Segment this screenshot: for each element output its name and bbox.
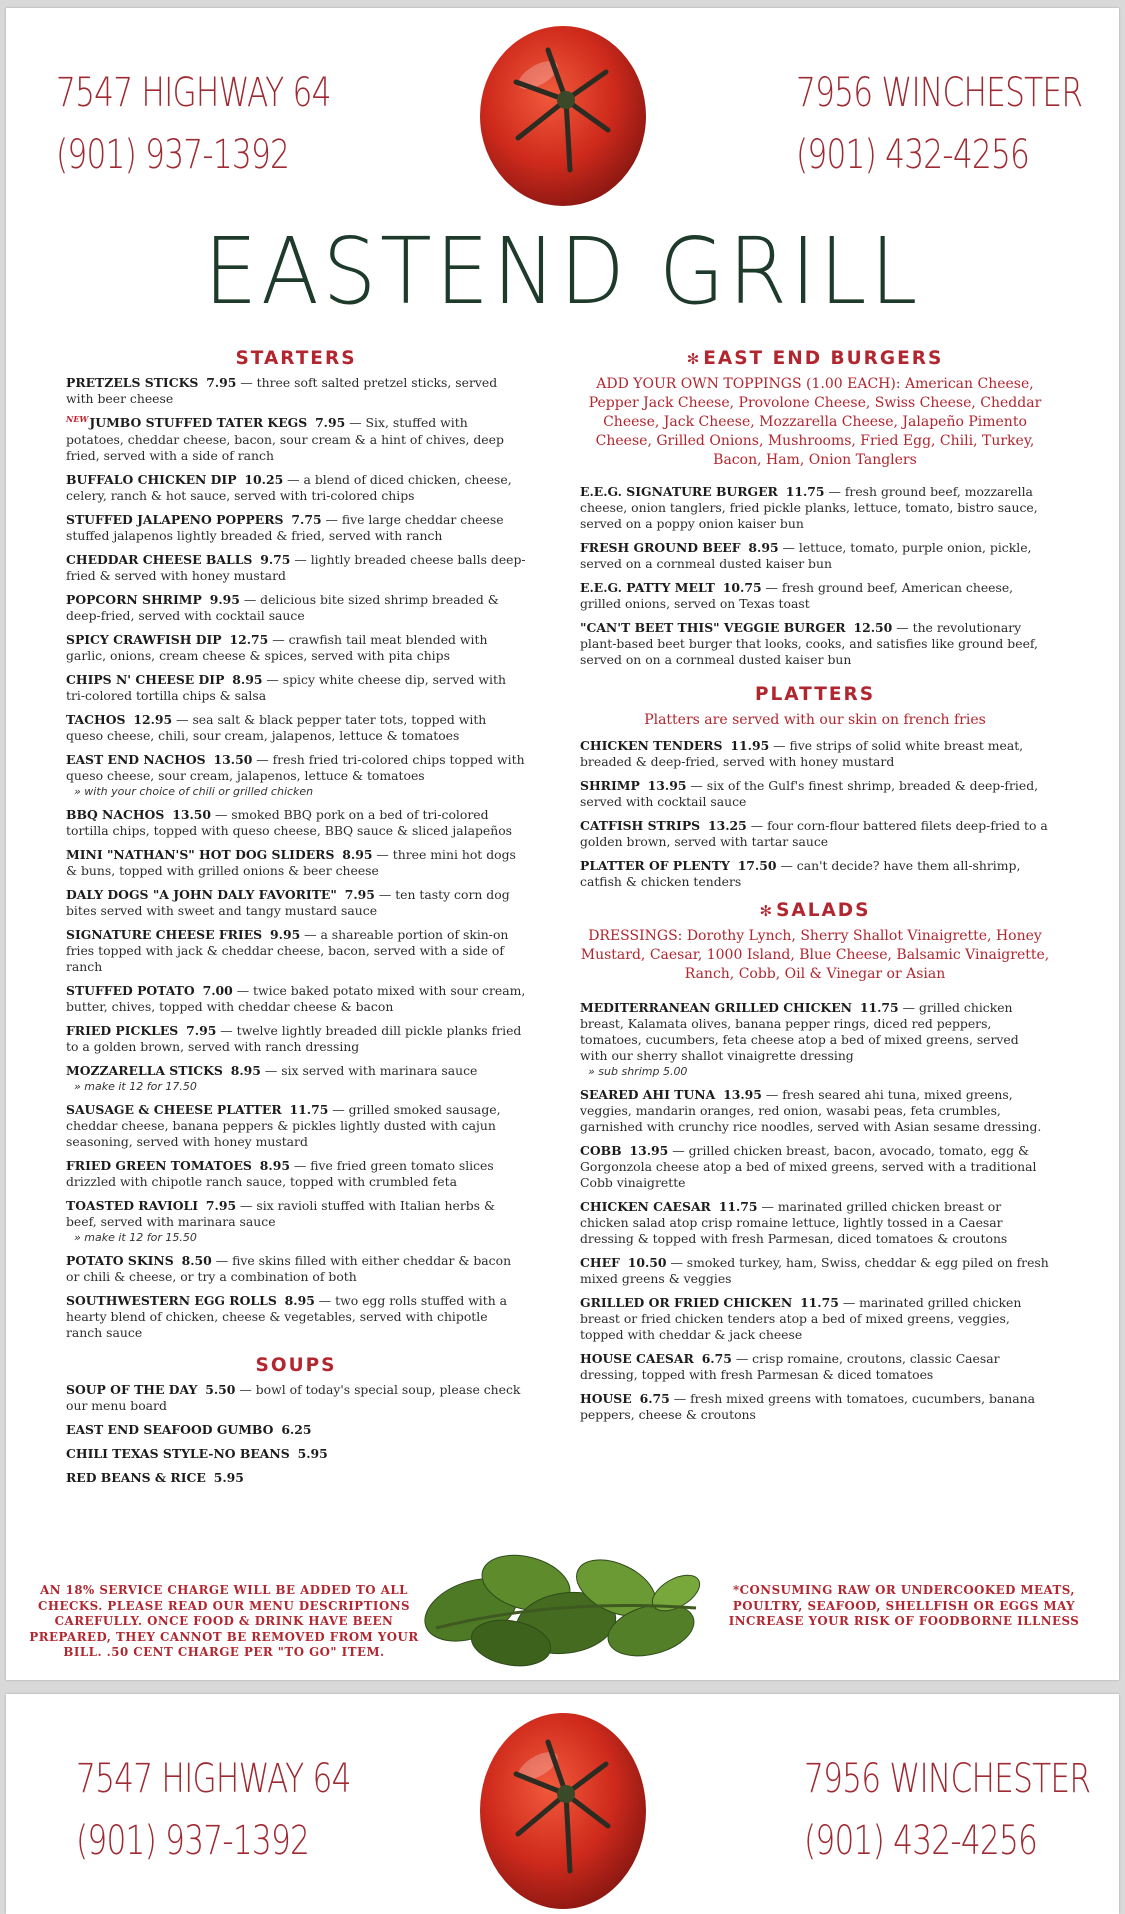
menu-item: COBB 13.95 — grilled chicken breast, bacon, avocado, tomato, egg & Gorgonzola cheese atop a bed of mixed greens, served with a traditional Cobb vinaigrette	[580, 1143, 1037, 1190]
item-name: SOUP OF THE DAY	[66, 1382, 198, 1397]
star-icon: ✻	[686, 350, 700, 368]
menu-item: CHICKEN TENDERS 11.95 — five strips of solid white breast meat, breaded & deep-fried, served with honey mustard	[580, 738, 1024, 769]
burgers-heading-text: EAST END BURGERS	[703, 348, 944, 369]
raw-food-warning: *CONSUMING RAW OR UNDERCOOKED MEATS, POULTRY, SEAFOOD, SHELLFISH OR EGGS MAY INCREASE YOUR RISK OF FOODBORNE ILLNESS	[728, 1583, 1080, 1628]
menu-item: DALY DOGS "A JOHN DALY FAVORITE" 7.95 — ten tasty corn dog bites served with sweet and tangy mustard sauce	[66, 887, 510, 918]
item-option: » make it 12 for 17.50	[74, 1080, 197, 1093]
item-price: 10.25	[244, 472, 284, 487]
item-description: marinated grilled chicken breast or fried chicken tenders atop a bed of mixed greens, veggies, topped with cheddar & jack cheese	[580, 1295, 1022, 1342]
item-price: 7.95	[206, 375, 237, 390]
platters-heading: PLATTERS	[754, 684, 876, 705]
item-name: CHEDDAR CHEESE BALLS	[66, 552, 253, 567]
item-name: FRIED GREEN TOMATOES	[66, 1158, 252, 1173]
starters-heading: STARTERS	[235, 348, 357, 369]
item-price: 7.00	[202, 983, 233, 998]
item-description: twice baked potato mixed with sour cream, butter, chives, topped with cheddar cheese & bacon	[66, 983, 526, 1014]
item-name: BBQ NACHOS	[66, 807, 165, 822]
item-price: 7.95	[344, 887, 375, 902]
item-description: the revolutionary plant-based beet burger that looks, cooks, and satisfies like ground beef, served on on a cornmeal dusted kaiser bun	[580, 620, 1038, 667]
menu-item: STUFFED POTATO 7.00 — twice baked potato mixed with sour cream, butter, chives, topped with cheddar cheese & bacon	[66, 983, 526, 1014]
menu-item: HOUSE 6.75 — fresh mixed greens with tomatoes, cucumbers, banana peppers, cheese & croutons	[580, 1391, 1035, 1422]
tomato-image	[478, 20, 648, 208]
item-name: CHICKEN TENDERS	[580, 738, 723, 753]
salads-heading	[580, 900, 1050, 921]
item-price: 11.75	[289, 1102, 329, 1117]
item-description: two egg rolls stuffed with a hearty blend of chicken, cheese & vegetables, served with chipotle ranch sauce	[66, 1293, 508, 1340]
item-price: 7.75	[291, 512, 322, 527]
item-price: 13.50	[172, 807, 212, 822]
menu-item: EAST END NACHOS 13.50 — fresh fried tri-colored chips topped with queso cheese, sour cream, jalapenos, lettuce & tomatoes » with your choice of chili or grilled chicken	[66, 752, 525, 798]
item-price: 7.95	[315, 415, 346, 430]
item-description: three soft salted pretzel sticks, served with beer cheese	[66, 375, 498, 406]
item-price: 17.50	[737, 858, 777, 873]
item-price: 11.75	[859, 1000, 899, 1015]
menu-item: FRIED GREEN TOMATOES 8.95 — five fried green tomato slices drizzled with chipotle ranch sauce, topped with crumbled feta	[66, 1158, 494, 1189]
menu-item: CHEF 10.50 — smoked turkey, ham, Swiss, cheddar & egg piled on fresh mixed greens & veggies	[580, 1255, 1049, 1286]
left-address: 7547 HIGHWAY 64	[56, 70, 331, 116]
item-name: SHRIMP	[580, 778, 640, 793]
item-price: 13.25	[708, 818, 747, 833]
item-price: 6.75	[701, 1351, 732, 1366]
menu-item: $^{NEW}$JUMBO STUFFED TATER KEGS 7.95 — Six, stuffed with potatoes, cheddar cheese, bacon, sour cream & a hint of chives, deep fried, served with a side of ranch	[66, 414, 504, 463]
menu-item: SIGNATURE CHEESE FRIES 9.95 — a shareable portion of skin-on fries topped with jack & cheddar cheese, bacon, served with a side of ranch	[66, 927, 509, 974]
item-description: fresh ground beef, mozzarella cheese, onion tanglers, fried pickle planks, lettuce, tomato, bistro sauce, served on a poppy onion kaiser bun	[580, 484, 1038, 531]
item-description: four corn-flour battered filets deep-fried to a golden brown, served with tartar sauce	[580, 818, 1048, 849]
item-name: MOZZARELLA STICKS	[66, 1063, 223, 1078]
item-name: CHILI TEXAS STYLE-NO BEANS	[66, 1446, 290, 1461]
menu-item: PLATTER OF PLENTY 17.50 — can't decide? have them all-shrimp, catfish & chicken tenders	[580, 858, 1021, 889]
item-description: a shareable portion of skin-on fries topped with jack & cheddar cheese, bacon, served with a side of ranch	[66, 927, 509, 974]
item-price: 8.50	[181, 1253, 212, 1268]
item-description: three mini hot dogs & buns, topped with grilled onions & beer cheese	[66, 847, 516, 878]
item-price: 11.95	[730, 738, 770, 753]
item-description: fresh seared ahi tuna, mixed greens, veggies, mandarin oranges, red onion, wasabi peas, feta crumbles, garnished with crunchy rice noodles, served with Asian sesame dressing.	[580, 1087, 1042, 1134]
item-name: COBB	[580, 1143, 622, 1158]
item-description: twelve lightly breaded dill pickle planks fried to a golden brown, served with ranch dressing	[66, 1023, 522, 1054]
menu-item	[66, 1470, 526, 1486]
star-icon: ✻	[759, 902, 773, 920]
item-description: crawfish tail meat blended with garlic, onions, cream cheese & spices, served with pita chips	[66, 632, 488, 663]
item-price: 6.75	[639, 1391, 670, 1406]
item-price: 11.75	[800, 1295, 839, 1310]
menu-item: MINI "NATHAN'S" HOT DOG SLIDERS 8.95 — three mini hot dogs & buns, topped with grilled onions & beer cheese	[66, 847, 516, 878]
left-column	[66, 348, 526, 1494]
item-description: grilled chicken breast, bacon, avocado, tomato, egg & Gorgonzola cheese atop a bed of mixed greens, served with a traditional Cobb vinaigrette	[580, 1143, 1037, 1190]
toppings-note: ADD YOUR OWN TOPPINGS (1.00 EACH): American Cheese, Pepper Jack Cheese, Provolone Cheese, Swiss Cheese, Cheddar Cheese, Jack Cheese, Mozzarella Cheese, Jalapeño Pimento Cheese, Grilled Onions, Mushrooms, Fried Egg, Chili, Turkey, Bacon, Ham, Onion Tanglers	[588, 376, 1042, 468]
left-phone: (901) 937-1392	[56, 132, 290, 178]
item-description: marinated grilled chicken breast or chicken salad atop crisp romaine lettuce, lightly tossed in a Caesar dressing & topped with fresh Parmesan, diced tomatoes & croutons	[580, 1199, 1008, 1246]
platters-note: Platters are served with our skin on french fries	[644, 712, 986, 728]
soups-list	[66, 1382, 526, 1486]
menu-item: CHIPS N' CHEESE DIP 8.95 — spicy white cheese dip, served with tri-colored tortilla chips & salsa	[66, 672, 506, 703]
item-price: 5.95	[213, 1470, 244, 1485]
item-name: MEDITERRANEAN GRILLED CHICKEN	[580, 1000, 852, 1015]
menu-item: POTATO SKINS 8.50 — five skins filled with either cheddar & bacon or chili & cheese, or try a combination of both	[66, 1253, 512, 1284]
item-description: fresh fried tri-colored chips topped with queso cheese, sour cream, jalapenos, lettuce & tomatoes	[66, 752, 525, 783]
item-price: 10.75	[722, 580, 762, 595]
basil-image	[416, 1538, 706, 1673]
item-description: smoked turkey, ham, Swiss, cheddar & egg piled on fresh mixed greens & veggies	[580, 1255, 1049, 1286]
menu-item: "CAN'T BEET THIS" VEGGIE BURGER 12.50 — the revolutionary plant-based beet burger that looks, cooks, and satisfies like ground beef, served on on a cornmeal dusted kaiser bun	[580, 620, 1038, 667]
item-price: 12.50	[853, 620, 893, 635]
item-name: POPCORN SHRIMP	[66, 592, 202, 607]
tomato-image	[478, 1706, 648, 1914]
item-price: 12.95	[133, 712, 173, 727]
menu-item: SHRIMP 13.95 — six of the Gulf's finest shrimp, breaded & deep-fried, served with cocktail sauce	[580, 778, 1039, 809]
item-description: sea salt & black pepper tater tots, topped with queso cheese, chili, sour cream, jalapenos, lettuce & tomatoes	[66, 712, 487, 743]
menu-item: CHEDDAR CHEESE BALLS 9.75 — lightly breaded cheese balls deep-fried & served with honey mustard	[66, 552, 526, 583]
right-column	[580, 348, 1050, 1431]
item-price: 13.95	[723, 1087, 762, 1102]
menu-item	[66, 1446, 526, 1462]
item-name: CHICKEN CAESAR	[580, 1199, 711, 1214]
right-address: 7956 WINCHESTER	[796, 70, 1083, 116]
item-price: 11.75	[785, 484, 825, 499]
item-name: E.E.G. PATTY MELT	[580, 580, 715, 595]
menu-item: PRETZELS STICKS 7.95 — three soft salted pretzel sticks, served with beer cheese	[66, 375, 498, 406]
item-name: PLATTER OF PLENTY	[580, 858, 730, 873]
item-name: MINI "NATHAN'S" HOT DOG SLIDERS	[66, 847, 335, 862]
item-price: 9.95	[209, 592, 240, 607]
service-charge-notice: AN 18% SERVICE CHARGE WILL BE ADDED TO ALL CHECKS. PLEASE READ OUR MENU DESCRIPTIONS CAREFULLY. ONCE FOOD & DRINK HAVE BEEN PREPARED, THEY CANNOT BE REMOVED FROM YOUR BILL. .50 CENT CHARGE PER "TO GO" ITEM.	[29, 1583, 419, 1659]
item-name: E.E.G. SIGNATURE BURGER	[580, 484, 778, 499]
item-description: six served with marinara sauce	[281, 1063, 478, 1078]
menu-item: POPCORN SHRIMP 9.95 — delicious bite sized shrimp breaded & deep-fried, served with cocktail sauce	[66, 592, 499, 623]
item-description: lettuce, tomato, purple onion, pickle, served on a cornmeal dusted kaiser bun	[580, 540, 1032, 571]
item-price: 6.25	[281, 1422, 312, 1437]
item-description: crisp romaine, croutons, classic Caesar dressing, topped with fresh Parmesan & diced tomatoes	[580, 1351, 1000, 1382]
item-name: CATFISH STRIPS	[580, 818, 701, 833]
item-name: JUMBO STUFFED TATER KEGS	[89, 415, 308, 430]
item-description: six ravioli stuffed with Italian herbs & beef, served with marinara sauce	[66, 1198, 496, 1229]
item-price: 8.95	[259, 1158, 290, 1173]
item-name: BUFFALO CHICKEN DIP	[66, 472, 237, 487]
menu-item: GRILLED OR FRIED CHICKEN 11.75 — marinated grilled chicken breast or fried chicken tenders atop a bed of mixed greens, veggies, topped with cheddar & jack cheese	[580, 1295, 1022, 1342]
item-price: 5.50	[205, 1382, 236, 1397]
menu-item: SPICY CRAWFISH DIP 12.75 — crawfish tail meat blended with garlic, onions, cream cheese & spices, served with pita chips	[66, 632, 488, 663]
item-name: HOUSE	[580, 1391, 632, 1406]
menu-item: E.E.G. SIGNATURE BURGER 11.75 — fresh ground beef, mozzarella cheese, onion tanglers, fried pickle planks, lettuce, tomato, bistro sauce, served on a poppy onion kaiser bun	[580, 484, 1038, 531]
item-price: 8.95	[230, 1063, 261, 1078]
starters-list	[66, 375, 526, 1341]
item-name: STUFFED POTATO	[66, 983, 195, 998]
item-description: fresh ground beef, American cheese, grilled onions, served on Texas toast	[580, 580, 1014, 611]
item-name: EAST END SEAFOOD GUMBO	[66, 1422, 274, 1437]
item-price: 12.75	[229, 632, 269, 647]
menu-page-2	[6, 1694, 1119, 1914]
item-description: fresh mixed greens with tomatoes, cucumbers, banana peppers, cheese & croutons	[580, 1391, 1035, 1422]
item-price: 5.95	[297, 1446, 328, 1461]
item-option: » sub shrimp 5.00	[588, 1065, 688, 1078]
menu-item	[66, 1422, 526, 1438]
burgers-list	[580, 484, 1050, 668]
item-name: PRETZELS STICKS	[66, 375, 199, 390]
item-name: POTATO SKINS	[66, 1253, 174, 1268]
item-name: HOUSE CAESAR	[580, 1351, 694, 1366]
right-phone-2: (901) 432-4256	[804, 1818, 1038, 1864]
menu-item: SOUP OF THE DAY 5.50 — bowl of today's special soup, please check our menu board	[66, 1382, 521, 1413]
item-name: "CAN'T BEET THIS" VEGGIE BURGER	[580, 620, 846, 635]
item-price: 8.95	[284, 1293, 315, 1308]
item-name: GRILLED OR FRIED CHICKEN	[580, 1295, 793, 1310]
new-badge: NEW	[66, 414, 89, 424]
item-price: 13.95	[647, 778, 687, 793]
item-description: can't decide? have them all-shrimp, catfish & chicken tenders	[580, 858, 1021, 889]
menu-item: FRIED PICKLES 7.95 — twelve lightly breaded dill pickle planks fried to a golden brown, served with ranch dressing	[66, 1023, 522, 1054]
item-description: grilled chicken breast, Kalamata olives, banana pepper rings, diced red peppers, tomatoes, cucumbers, feta cheese atop a bed of mixed greens, served with our sherry shallot vinaigrette dressing	[580, 1000, 1019, 1063]
item-price: 8.95	[232, 672, 263, 687]
menu-item: SAUSAGE & CHEESE PLATTER 11.75 — grilled smoked sausage, cheddar cheese, banana peppers & pickles lightly dusted with cajun seasoning, served with honey mustard	[66, 1102, 501, 1149]
item-name: SOUTHWESTERN EGG ROLLS	[66, 1293, 277, 1308]
item-description: five large cheddar cheese stuffed jalapenos lightly breaded & fried, served with ranch	[66, 512, 504, 543]
item-price: 13.95	[629, 1143, 669, 1158]
item-name: SEARED AHI TUNA	[580, 1087, 716, 1102]
item-description: five fried green tomato slices drizzled with chipotle ranch sauce, topped with crumbled feta	[66, 1158, 494, 1189]
item-description: spicy white cheese dip, served with tri-colored tortilla chips & salsa	[66, 672, 506, 703]
item-name: EAST END NACHOS	[66, 752, 206, 767]
menu-item: MOZZARELLA STICKS 8.95 — six served with marinara sauce » make it 12 for 17.50	[66, 1063, 526, 1094]
item-description: Six, stuffed with potatoes, cheddar cheese, bacon, sour cream & a hint of chives, deep fried, served with a side of ranch	[66, 415, 504, 463]
salads-list	[580, 1000, 1050, 1423]
item-name: CHIPS N' CHEESE DIP	[66, 672, 225, 687]
item-name: SIGNATURE CHEESE FRIES	[66, 927, 263, 942]
item-name: CHEF	[580, 1255, 620, 1270]
item-price: 13.50	[213, 752, 253, 767]
item-description: five skins filled with either cheddar & bacon or chili & cheese, or try a combination of both	[66, 1253, 512, 1284]
item-price: 8.95	[342, 847, 373, 862]
item-description: lightly breaded cheese balls deep-fried & served with honey mustard	[66, 552, 526, 583]
item-name: DALY DOGS "A JOHN DALY FAVORITE"	[66, 887, 337, 902]
item-price: 8.95	[748, 540, 779, 555]
burgers-heading	[580, 348, 1050, 369]
item-description: six of the Gulf's finest shrimp, breaded & deep-fried, served with cocktail sauce	[580, 778, 1039, 809]
item-option: » with your choice of chili or grilled chicken	[74, 785, 314, 798]
menu-item: BBQ NACHOS 13.50 — smoked BBQ pork on a bed of tri-colored tortilla chips, topped with queso cheese, BBQ sauce & sliced jalapeños	[66, 807, 513, 838]
menu-item: TACHOS 12.95 — sea salt & black pepper tater tots, topped with queso cheese, chili, sour cream, jalapenos, lettuce & tomatoes	[66, 712, 487, 743]
menu-item: FRESH GROUND BEEF 8.95 — lettuce, tomato, purple onion, pickle, served on a cornmeal dusted kaiser bun	[580, 540, 1032, 571]
menu-item: TOASTED RAVIOLI 7.95 — six ravioli stuffed with Italian herbs & beef, served with marinara sauce » make it 12 for 15.50	[66, 1198, 526, 1245]
menu-item: CATFISH STRIPS 13.25 — four corn-flour battered filets deep-fried to a golden brown, served with tartar sauce	[580, 818, 1048, 849]
platters-list	[580, 738, 1050, 890]
left-phone-2: (901) 937-1392	[76, 1818, 310, 1864]
dressings-note: DRESSINGS: Dorothy Lynch, Sherry Shallot Vinaigrette, Honey Mustard, Caesar, 1000 Island, Blue Cheese, Balsamic Vinaigrette, Ranch, Cobb, Oil & Vinegar or Asian	[580, 928, 1050, 982]
item-description: grilled smoked sausage, cheddar cheese, banana peppers & pickles lightly dusted with cajun seasoning, served with honey mustard	[66, 1102, 501, 1149]
item-option: » make it 12 for 15.50	[74, 1231, 197, 1244]
item-name: SPICY CRAWFISH DIP	[66, 632, 222, 647]
right-phone: (901) 432-4256	[796, 132, 1030, 178]
item-description: smoked BBQ pork on a bed of tri-colored tortilla chips, topped with queso cheese, BBQ sauce & sliced jalapeños	[66, 807, 513, 838]
item-price: 7.95	[205, 1198, 237, 1213]
menu-page-1	[6, 8, 1119, 1680]
right-address-2: 7956 WINCHESTER	[804, 1756, 1091, 1802]
item-price: 10.50	[627, 1255, 667, 1270]
item-name: TOASTED RAVIOLI	[66, 1198, 199, 1213]
menu-item: MEDITERRANEAN GRILLED CHICKEN 11.75 — grilled chicken breast, Kalamata olives, banana pepper rings, diced red peppers, tomatoes, cucumbers, feta cheese atop a bed of mixed greens, served with our sherry shallot vinaigrette dressing » sub shrimp 5.00	[580, 1000, 1050, 1079]
item-price: 7.95	[186, 1023, 217, 1038]
soups-heading: SOUPS	[255, 1355, 337, 1376]
menu-item: SEARED AHI TUNA 13.95 — fresh seared ahi tuna, mixed greens, veggies, mandarin oranges, red onion, wasabi peas, feta crumbles, garnished with crunchy rice noodles, served with Asian sesame dressing.	[580, 1087, 1042, 1134]
item-description: delicious bite sized shrimp breaded & deep-fried, served with cocktail sauce	[66, 592, 499, 623]
item-name: FRESH GROUND BEEF	[580, 540, 741, 555]
menu-item: STUFFED JALAPENO POPPERS 7.75 — five large cheddar cheese stuffed jalapenos lightly breaded & fried, served with ranch	[66, 512, 504, 543]
item-name: STUFFED JALAPENO POPPERS	[66, 512, 284, 527]
item-description: five strips of solid white breast meat, breaded & deep-fried, served with honey mustard	[580, 738, 1024, 769]
left-address-2: 7547 HIGHWAY 64	[76, 1756, 351, 1802]
item-name: TACHOS	[66, 712, 126, 727]
item-name: SAUSAGE & CHEESE PLATTER	[66, 1102, 282, 1117]
item-description: bowl of today's special soup, please check our menu board	[66, 1382, 521, 1413]
menu-item: HOUSE CAESAR 6.75 — crisp romaine, croutons, classic Caesar dressing, topped with fresh Parmesan & diced tomatoes	[580, 1351, 1000, 1382]
item-name: RED BEANS & RICE	[66, 1470, 206, 1485]
item-description: a blend of diced chicken, cheese, celery, ranch & hot sauce, served with tri-colored chips	[66, 472, 512, 503]
salads-heading-text: SALADS	[776, 900, 871, 921]
item-price: 9.95	[270, 927, 301, 942]
item-name: FRIED PICKLES	[66, 1023, 179, 1038]
menu-item: BUFFALO CHICKEN DIP 10.25 — a blend of diced chicken, cheese, celery, ranch & hot sauce, served with tri-colored chips	[66, 472, 512, 503]
menu-item: CHICKEN CAESAR 11.75 — marinated grilled chicken breast or chicken salad atop crisp romaine lettuce, lightly tossed in a Caesar dressing & topped with fresh Parmesan, diced tomatoes & croutons	[580, 1199, 1008, 1246]
menu-item: E.E.G. PATTY MELT 10.75 — fresh ground beef, American cheese, grilled onions, served on Texas toast	[580, 580, 1014, 611]
menu-item: SOUTHWESTERN EGG ROLLS 8.95 — two egg rolls stuffed with a hearty blend of chicken, cheese & vegetables, served with chipotle ranch sauce	[66, 1293, 508, 1340]
item-price: 11.75	[718, 1199, 758, 1214]
restaurant-title: EASTEND GRILL	[203, 218, 922, 325]
item-price: 9.75	[260, 552, 291, 567]
item-description: ten tasty corn dog bites served with sweet and tangy mustard sauce	[66, 887, 510, 918]
